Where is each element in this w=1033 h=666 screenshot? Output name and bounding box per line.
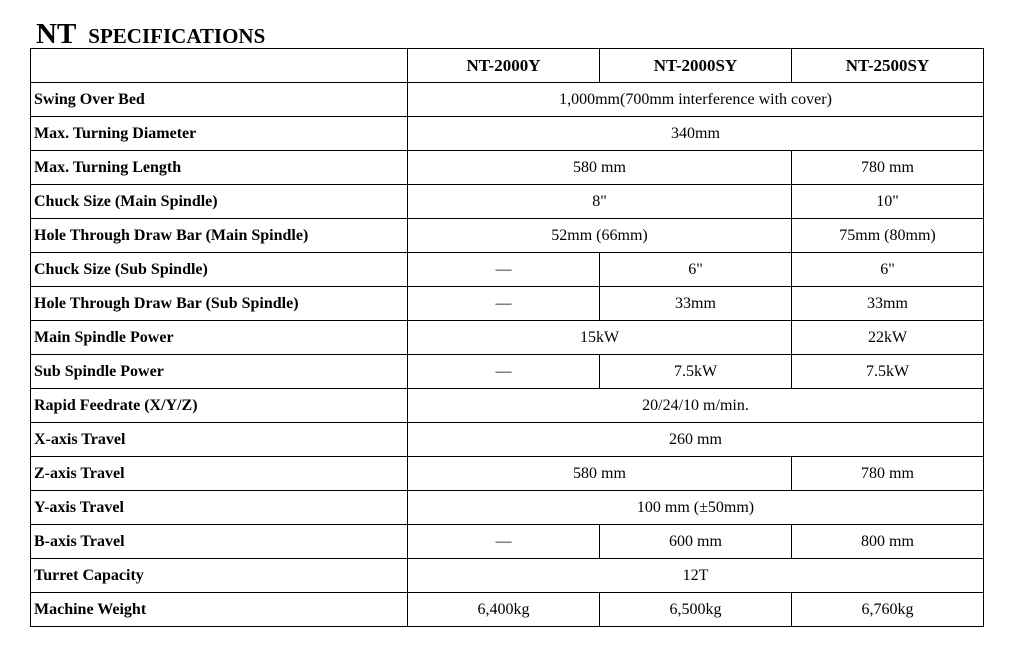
table-cell: — <box>408 355 600 389</box>
table-cell: 340mm <box>408 117 984 151</box>
row-label: Rapid Feedrate (X/Y/Z) <box>31 389 408 423</box>
table-row <box>31 253 984 287</box>
table-cell: 20/24/10 m/min. <box>408 389 984 423</box>
table-row <box>31 491 984 525</box>
table-cell: 52mm (66mm) <box>408 219 792 253</box>
table-cell: 33mm <box>600 287 792 321</box>
table-row <box>31 117 984 151</box>
column-header-nt-2000sy: NT-2000SY <box>600 49 792 83</box>
table-cell: — <box>408 287 600 321</box>
table-row <box>31 355 984 389</box>
specifications-table <box>30 48 984 627</box>
table-cell: 600 mm <box>600 525 792 559</box>
table-cell: 7.5kW <box>600 355 792 389</box>
title-specifications: SPECIFICATIONS <box>88 24 266 48</box>
table-cell: 6" <box>792 253 984 287</box>
row-label: Hole Through Draw Bar (Main Spindle) <box>31 219 408 253</box>
table-row <box>31 151 984 185</box>
row-label: Turret Capacity <box>31 559 408 593</box>
table-cell: 1,000mm(700mm interference with cover) <box>408 83 984 117</box>
row-label: Hole Through Draw Bar (Sub Spindle) <box>31 287 408 321</box>
table-row <box>31 525 984 559</box>
table-row <box>31 321 984 355</box>
table-cell: 780 mm <box>792 457 984 491</box>
title-model: NT <box>36 18 77 50</box>
row-label: Max. Turning Diameter <box>31 117 408 151</box>
table-cell: — <box>408 253 600 287</box>
table-row <box>31 423 984 457</box>
table-row <box>31 219 984 253</box>
table-row <box>31 593 984 627</box>
row-label: X-axis Travel <box>31 423 408 457</box>
table-cell: 22kW <box>792 321 984 355</box>
column-header-nt-2000y: NT-2000Y <box>408 49 600 83</box>
column-header-nt-2500sy: NT-2500SY <box>792 49 984 83</box>
table-row <box>31 457 984 491</box>
table-row <box>31 559 984 593</box>
table-cell: 6,760kg <box>792 593 984 627</box>
table-cell: 800 mm <box>792 525 984 559</box>
table-header-row <box>31 49 984 83</box>
row-label: Y-axis Travel <box>31 491 408 525</box>
row-label: Chuck Size (Main Spindle) <box>31 185 408 219</box>
table-cell: 7.5kW <box>792 355 984 389</box>
table-cell: 6" <box>600 253 792 287</box>
row-label: Main Spindle Power <box>31 321 408 355</box>
table-cell: 780 mm <box>792 151 984 185</box>
table-cell: 10" <box>792 185 984 219</box>
row-label: Sub Spindle Power <box>31 355 408 389</box>
table-row <box>31 185 984 219</box>
table-cell: — <box>408 525 600 559</box>
table-cell: 580 mm <box>408 151 792 185</box>
row-label: B-axis Travel <box>31 525 408 559</box>
table-cell: 33mm <box>792 287 984 321</box>
table-cell: 15kW <box>408 321 792 355</box>
table-cell: 6,400kg <box>408 593 600 627</box>
table-cell: 75mm (80mm) <box>792 219 984 253</box>
table-cell: 100 mm (±50mm) <box>408 491 984 525</box>
table-row <box>31 83 984 117</box>
column-header-empty <box>31 49 408 83</box>
table-cell: 580 mm <box>408 457 792 491</box>
table-row <box>31 389 984 423</box>
row-label: Chuck Size (Sub Spindle) <box>31 253 408 287</box>
table-cell: 6,500kg <box>600 593 792 627</box>
table-cell: 260 mm <box>408 423 984 457</box>
row-label: Max. Turning Length <box>31 151 408 185</box>
row-label: Z-axis Travel <box>31 457 408 491</box>
table-row <box>31 287 984 321</box>
row-label: Swing Over Bed <box>31 83 408 117</box>
table-cell: 12T <box>408 559 984 593</box>
table-cell: 8" <box>408 185 792 219</box>
row-label: Machine Weight <box>31 593 408 627</box>
